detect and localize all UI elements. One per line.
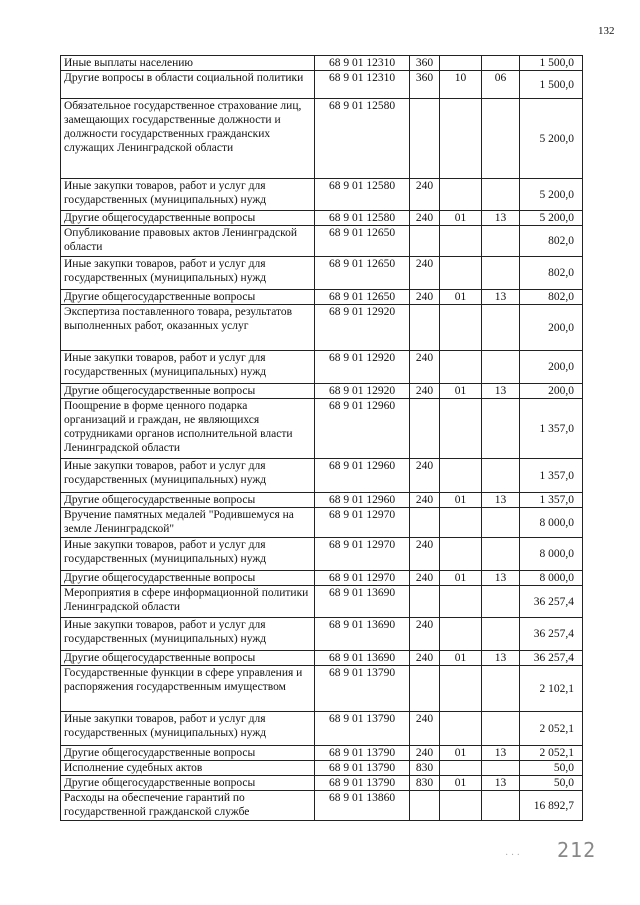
- row-rz: [440, 305, 482, 351]
- row-amount: 2 052,1: [520, 746, 583, 761]
- row-code: 68 9 01 12650: [315, 226, 410, 257]
- row-pr: 13: [482, 651, 520, 666]
- row-name: Другие общегосударственные вопросы: [61, 776, 315, 791]
- row-kvr: 240: [410, 571, 440, 586]
- row-rz: 01: [440, 384, 482, 399]
- table-row: [61, 666, 583, 712]
- row-pr: [482, 459, 520, 493]
- row-code: 68 9 01 13790: [315, 761, 410, 776]
- row-rz: [440, 666, 482, 712]
- row-kvr: 830: [410, 776, 440, 791]
- row-name: Государственные функции в сфере управления и распоряжения государственным имуществом: [61, 666, 315, 712]
- row-kvr: 240: [410, 746, 440, 761]
- row-amount: 1 500,0: [520, 56, 583, 71]
- row-pr: [482, 791, 520, 821]
- row-pr: 13: [482, 746, 520, 761]
- row-kvr: 240: [410, 179, 440, 211]
- row-kvr: 240: [410, 712, 440, 746]
- table-row: [61, 586, 583, 618]
- row-kvr: [410, 508, 440, 538]
- row-code: 68 9 01 12310: [315, 71, 410, 99]
- row-rz: [440, 459, 482, 493]
- row-amount: 1 357,0: [520, 459, 583, 493]
- row-pr: [482, 712, 520, 746]
- row-code: 68 9 01 13690: [315, 586, 410, 618]
- row-kvr: 240: [410, 211, 440, 226]
- table-row: [61, 651, 583, 666]
- row-name: Другие общегосударственные вопросы: [61, 651, 315, 666]
- row-code: 68 9 01 12970: [315, 538, 410, 571]
- table-row: [61, 257, 583, 290]
- table-row: [61, 384, 583, 399]
- row-amount: 5 200,0: [520, 179, 583, 211]
- row-pr: [482, 351, 520, 384]
- row-kvr: [410, 586, 440, 618]
- table-row: [61, 56, 583, 71]
- table-row: [61, 99, 583, 179]
- row-rz: [440, 99, 482, 179]
- row-name: Вручение памятных медалей "Родившемуся на земле Ленинградской": [61, 508, 315, 538]
- row-kvr: 830: [410, 761, 440, 776]
- row-rz: [440, 56, 482, 71]
- row-rz: [440, 179, 482, 211]
- row-kvr: 240: [410, 618, 440, 651]
- row-code: 68 9 01 13790: [315, 776, 410, 791]
- row-code: 68 9 01 12580: [315, 99, 410, 179]
- row-pr: [482, 257, 520, 290]
- row-amount: 36 257,4: [520, 618, 583, 651]
- row-pr: [482, 99, 520, 179]
- row-name: Другие общегосударственные вопросы: [61, 211, 315, 226]
- row-code: 68 9 01 12970: [315, 508, 410, 538]
- row-kvr: [410, 305, 440, 351]
- row-name: Иные закупки товаров, работ и услуг для государственных (муниципальных) нужд: [61, 712, 315, 746]
- row-name: Иные закупки товаров, работ и услуг для государственных (муниципальных) нужд: [61, 618, 315, 651]
- row-rz: 01: [440, 290, 482, 305]
- row-kvr: [410, 399, 440, 459]
- table-row: [61, 618, 583, 651]
- row-rz: 01: [440, 776, 482, 791]
- row-code: 68 9 01 13860: [315, 791, 410, 821]
- row-amount: 2 102,1: [520, 666, 583, 712]
- row-code: 68 9 01 12580: [315, 211, 410, 226]
- table-row: [61, 571, 583, 586]
- row-pr: [482, 538, 520, 571]
- row-pr: [482, 226, 520, 257]
- row-name: Другие общегосударственные вопросы: [61, 746, 315, 761]
- row-amount: 1 500,0: [520, 71, 583, 99]
- row-name: Другие общегосударственные вопросы: [61, 290, 315, 305]
- row-amount: 50,0: [520, 776, 583, 791]
- row-pr: [482, 761, 520, 776]
- table-row: [61, 712, 583, 746]
- row-name: Иные закупки товаров, работ и услуг для государственных (муниципальных) нужд: [61, 351, 315, 384]
- table-row: [61, 538, 583, 571]
- row-kvr: [410, 99, 440, 179]
- row-kvr: 240: [410, 351, 440, 384]
- row-code: 68 9 01 13790: [315, 712, 410, 746]
- row-code: 68 9 01 12580: [315, 179, 410, 211]
- row-kvr: [410, 226, 440, 257]
- table-row: [61, 290, 583, 305]
- row-rz: [440, 761, 482, 776]
- row-code: 68 9 01 12920: [315, 384, 410, 399]
- row-kvr: [410, 666, 440, 712]
- budget-table: [60, 55, 583, 821]
- scan-dots: · · ·: [505, 850, 520, 861]
- row-name: Другие вопросы в области социальной политики: [61, 71, 315, 99]
- row-code: 68 9 01 12920: [315, 351, 410, 384]
- row-name: Исполнение судебных актов: [61, 761, 315, 776]
- row-amount: 802,0: [520, 257, 583, 290]
- page-stamp: 212: [557, 838, 597, 862]
- row-name: Экспертиза поставленного товара, результатов выполненных работ, оказанных услуг: [61, 305, 315, 351]
- row-amount: 8 000,0: [520, 508, 583, 538]
- row-rz: [440, 351, 482, 384]
- row-amount: 16 892,7: [520, 791, 583, 821]
- row-pr: 13: [482, 571, 520, 586]
- row-rz: [440, 399, 482, 459]
- row-rz: 01: [440, 493, 482, 508]
- row-name: Иные закупки товаров, работ и услуг для государственных (муниципальных) нужд: [61, 179, 315, 211]
- row-amount: 200,0: [520, 351, 583, 384]
- row-amount: 8 000,0: [520, 538, 583, 571]
- row-rz: 10: [440, 71, 482, 99]
- row-rz: [440, 586, 482, 618]
- row-kvr: 240: [410, 538, 440, 571]
- row-amount: 802,0: [520, 290, 583, 305]
- row-amount: 36 257,4: [520, 651, 583, 666]
- row-code: 68 9 01 12650: [315, 290, 410, 305]
- row-name: Иные закупки товаров, работ и услуг для государственных (муниципальных) нужд: [61, 257, 315, 290]
- row-pr: 13: [482, 493, 520, 508]
- row-rz: 01: [440, 571, 482, 586]
- row-pr: [482, 305, 520, 351]
- row-name: Опубликование правовых актов Ленинградской области: [61, 226, 315, 257]
- row-amount: 5 200,0: [520, 211, 583, 226]
- row-pr: 13: [482, 384, 520, 399]
- row-rz: 01: [440, 746, 482, 761]
- row-code: 68 9 01 13790: [315, 666, 410, 712]
- row-code: 68 9 01 13690: [315, 618, 410, 651]
- row-kvr: 240: [410, 384, 440, 399]
- row-kvr: 360: [410, 71, 440, 99]
- row-code: 68 9 01 12920: [315, 305, 410, 351]
- row-kvr: 240: [410, 257, 440, 290]
- row-amount: 200,0: [520, 384, 583, 399]
- row-pr: 06: [482, 71, 520, 99]
- row-pr: [482, 179, 520, 211]
- row-name: Иные выплаты населению: [61, 56, 315, 71]
- page-number: 132: [598, 25, 615, 37]
- table-row: [61, 351, 583, 384]
- row-rz: [440, 257, 482, 290]
- row-pr: 13: [482, 776, 520, 791]
- table-row: [61, 746, 583, 761]
- table-row: [61, 459, 583, 493]
- row-pr: 13: [482, 290, 520, 305]
- table-row: [61, 508, 583, 538]
- row-rz: [440, 508, 482, 538]
- table-row: [61, 791, 583, 821]
- table-row: [61, 226, 583, 257]
- row-pr: [482, 618, 520, 651]
- row-name: Иные закупки товаров, работ и услуг для государственных (муниципальных) нужд: [61, 459, 315, 493]
- row-code: 68 9 01 13790: [315, 746, 410, 761]
- row-pr: [482, 666, 520, 712]
- table-row: [61, 179, 583, 211]
- table-row: [61, 399, 583, 459]
- row-pr: [482, 56, 520, 71]
- row-code: 68 9 01 12650: [315, 257, 410, 290]
- row-code: 68 9 01 12970: [315, 571, 410, 586]
- row-rz: 01: [440, 651, 482, 666]
- row-name: Поощрение в форме ценного подарка организаций и граждан, не являющихся сотрудниками органов исполнительной власти Ленинградской области: [61, 399, 315, 459]
- row-code: 68 9 01 12960: [315, 399, 410, 459]
- row-rz: [440, 712, 482, 746]
- row-kvr: 240: [410, 651, 440, 666]
- row-amount: 50,0: [520, 761, 583, 776]
- row-amount: 802,0: [520, 226, 583, 257]
- row-name: Иные закупки товаров, работ и услуг для государственных (муниципальных) нужд: [61, 538, 315, 571]
- row-code: 68 9 01 12960: [315, 493, 410, 508]
- row-kvr: [410, 791, 440, 821]
- row-name: Обязательное государственное страхование лиц, замещающих государственные должности и должности государственных гражданских служащих Ленинградской области: [61, 99, 315, 179]
- row-code: 68 9 01 12960: [315, 459, 410, 493]
- row-name: Другие общегосударственные вопросы: [61, 571, 315, 586]
- row-rz: [440, 226, 482, 257]
- row-pr: 13: [482, 211, 520, 226]
- table-row: [61, 211, 583, 226]
- row-name: Мероприятия в сфере информационной политики Ленинградской области: [61, 586, 315, 618]
- row-pr: [482, 399, 520, 459]
- row-amount: 200,0: [520, 305, 583, 351]
- row-rz: [440, 791, 482, 821]
- row-pr: [482, 586, 520, 618]
- table-row: [61, 71, 583, 99]
- row-kvr: 240: [410, 290, 440, 305]
- row-rz: [440, 618, 482, 651]
- row-amount: 1 357,0: [520, 399, 583, 459]
- row-name: Расходы на обеспечение гарантий по государственной гражданской службе: [61, 791, 315, 821]
- row-name: Другие общегосударственные вопросы: [61, 493, 315, 508]
- row-kvr: 240: [410, 459, 440, 493]
- table-row: [61, 493, 583, 508]
- table-row: [61, 761, 583, 776]
- row-rz: 01: [440, 211, 482, 226]
- row-kvr: 240: [410, 493, 440, 508]
- row-amount: 1 357,0: [520, 493, 583, 508]
- table-row: [61, 305, 583, 351]
- row-amount: 8 000,0: [520, 571, 583, 586]
- row-code: 68 9 01 12310: [315, 56, 410, 71]
- row-amount: 36 257,4: [520, 586, 583, 618]
- row-rz: [440, 538, 482, 571]
- row-name: Другие общегосударственные вопросы: [61, 384, 315, 399]
- row-kvr: 360: [410, 56, 440, 71]
- row-amount: 2 052,1: [520, 712, 583, 746]
- row-pr: [482, 508, 520, 538]
- row-amount: 5 200,0: [520, 99, 583, 179]
- table-row: [61, 776, 583, 791]
- row-code: 68 9 01 13690: [315, 651, 410, 666]
